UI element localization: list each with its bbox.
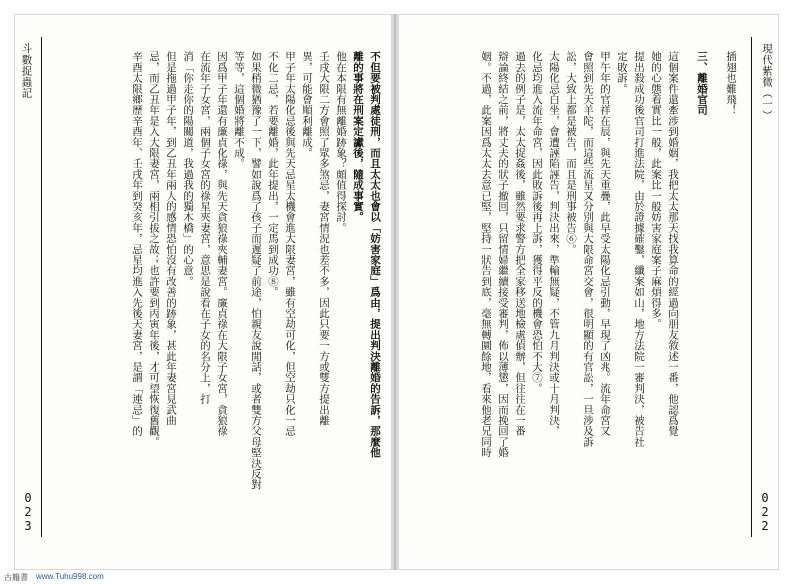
right-running-header: 現代紫微（一） xyxy=(761,43,773,121)
right-page xyxy=(398,14,779,570)
left-page-number: 023 xyxy=(21,491,35,533)
left-text-column: 但是拖過甲子年，到乙丑年兩人的感情恐怕沒有改善的跡象，甚此年妻宮見武曲 xyxy=(165,51,177,426)
right-text-column: 辯論終結之前，將丈夫的狀子撤回，只留情婦繼續接受審判，佈以薄懲，因而挽回了婚 xyxy=(497,51,509,458)
right-text-column: 插翅也難飛！ xyxy=(725,51,737,116)
right-column-spacer xyxy=(681,51,693,551)
left-text-column: 如果稍微猶豫了一下，譬如說爲了孩子而遲疑了前途，怕親友說閒話，或者雙方父母堅決反對 xyxy=(250,51,262,490)
right-text-column: 訟，大致上都是被告，而且是刑事被告⑥。 xyxy=(565,51,577,255)
left-text-columns xyxy=(83,51,383,551)
right-text-column: 會照到先天羊陀，而這些流星又分別與大限命宮交會，很明顯的有官訟，一旦涉及訴 xyxy=(582,51,594,447)
left-page xyxy=(14,14,392,570)
right-text-column: 定敗訴。 xyxy=(616,51,628,94)
left-text-column: 壬戌大限二方會照了眾多煞忌，妻宮情況也差不多，因此只要一方或雙方提出離 xyxy=(318,51,330,426)
left-text-column: 辛酉太限鄉歷辛酉年、壬戌年到癸亥年，忌星均進入先後天妻宮，是謂「連忌」的 xyxy=(131,51,143,437)
left-header-rule xyxy=(41,37,42,537)
right-text-column: 這個案件還牽涉到婚姻，我把太太那天找我算命的經過向朋友敘述一番，他認爲覺 xyxy=(667,51,679,437)
right-text-column: 甲午年的官祥在辰，與先天重疊，此早受太陽化忌引動，早現了凶兆。流年命宮又 xyxy=(599,51,611,437)
right-header-rule xyxy=(751,37,752,537)
left-text-column: 忌，而乙丑年是入大限妻宮，兩相引拔之故；也許要到丙寅年後，才可望恢復舊觀。 xyxy=(148,51,160,447)
right-section-heading: 三、離婚官司 xyxy=(696,51,708,116)
left-text-column: 他在本限有無離婚跡象？頗值得探討。 xyxy=(335,51,347,233)
right-text-columns xyxy=(471,51,739,551)
scan-footer xyxy=(0,570,793,584)
left-text-column: 在流年子女宮，兩個子女宮的祿星夾妻宮，意思是說看在子女的名分上，打 xyxy=(199,51,211,405)
right-text-column: 姻。不過，此案因爲太太去意已堅，堅持一狀告到底，毫無轉圜餘地，看來他老兄同時 xyxy=(480,51,492,458)
left-text-column: 不化二忌，若要離婚，此年提出，一定馬到成功⑧。 xyxy=(267,51,279,298)
right-page-number: 022 xyxy=(758,491,772,533)
footer-site-name: 古籍書 xyxy=(4,573,28,582)
left-text-column: 離的事將在刑案定讞後，隨成事實。 xyxy=(352,51,364,223)
left-text-column: 因爲甲子年還有廉貞化祿，與先天貪狼祿夾輔妻宮。廉貞祿在大限子女宮，貪狼祿 xyxy=(216,51,228,437)
footer-url-link[interactable]: www.Tuhu998.com xyxy=(36,572,104,581)
right-column-spacer xyxy=(710,51,722,551)
right-text-column: 化忌均進入流年命宮，因此敗訴後再上訴，獲得平反的機會恐怕不大⑦。 xyxy=(531,51,543,394)
right-text-column: 她的心態着實比一般，此案比一般妨害家庭案子麻煩得多。 xyxy=(650,51,662,330)
left-text-column: 不但要被判處徒刑，而且太太也會以「妨害家庭」爲由，提出判決離婚的告訴，那麼他 xyxy=(369,51,381,458)
left-text-column: 消「你走你的陽關道，我過我的獨木橋」的心意。 xyxy=(182,51,194,287)
right-text-column: 過去的例子是，太太捉姦後，雖然要求警方把全家移送地檢處偵辦，但往往在一番 xyxy=(514,51,526,437)
left-running-header: 斗數捉蟲記 xyxy=(20,43,33,99)
left-text-column: 甲子年太陽化忌後與先天忌星太機會進大限妻宮，雖有空劫可化，但空劫只化一忌 xyxy=(284,51,296,437)
right-text-column: 太陽化忌白坐，會遭誣陷誣告，判決出來，準輸無疑，不管九月判決或十月判決， xyxy=(548,51,560,437)
left-text-column: 異，可能會順利離成。 xyxy=(301,51,313,158)
right-text-column: 提出殺成功後官司打進法院，由於證據確鑿，纖案如山，地方法院一審判決，被告社 xyxy=(633,51,645,447)
left-text-column: 等等，這個婚將離不成。 xyxy=(233,51,245,169)
